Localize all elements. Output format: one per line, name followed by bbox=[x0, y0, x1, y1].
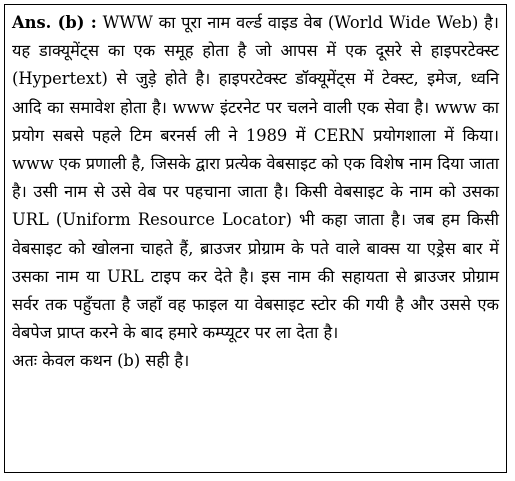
answer-text: WWW का पूरा नाम वर्ल्ड वाइड वेब (World Wide Web) है। यह डाक्यूमेंट्स का एक समूह होता है जो आपस में एक दूसरे से हाइपरटेक्स्ट (Hypertext) से जुड़े होते है। हाइपरटेक्स्ट डॉक्यूमेंट्स में टेक्स्ट, इमेज, ध्वनि आदि का समावेश होता है। www इंटरनेट पर चलने वाली एक सेवा है। www का प्रयोग सबसे पहले टिम बरनर्स ली ने 1989 में CERN प्रयोगशाला में किया। www एक प्रणाली है, जिसके द्वारा प्रत्येक वेबसाइट को एक विशेष नाम दिया जाता है। उसी नाम से उसे वेब पर पहचाना जाता है। किसी वेबसाइट के नाम को उसका URL (Uniform Resource Locator) भी कहा जाता है। जब हम किसी वेबसाइट को खोलना चाहते हैं, ब्राउजर प्रोग्राम के पते वाले बाक्स या एड्रेस बार में उसका नाम या URL टाइप कर देते है। इस नाम की सहायता से ब्राउजर प्रोग्राम सर्वर तक पहुँचता है जहाँ वह फाइल या वेबसाइट स्टोर की गयी है और उससे एक वेबपेज प्राप्त करने के बाद हमारे कम्प्यूटर पर ला देता है। bbox=[12, 13, 499, 343]
answer-paragraph bbox=[12, 9, 499, 347]
answer-label: Ans. (b) : bbox=[12, 13, 97, 32]
answer-conclusion: अतः केवल कथन (b) सही है। bbox=[12, 351, 190, 371]
answer-box bbox=[4, 4, 507, 473]
